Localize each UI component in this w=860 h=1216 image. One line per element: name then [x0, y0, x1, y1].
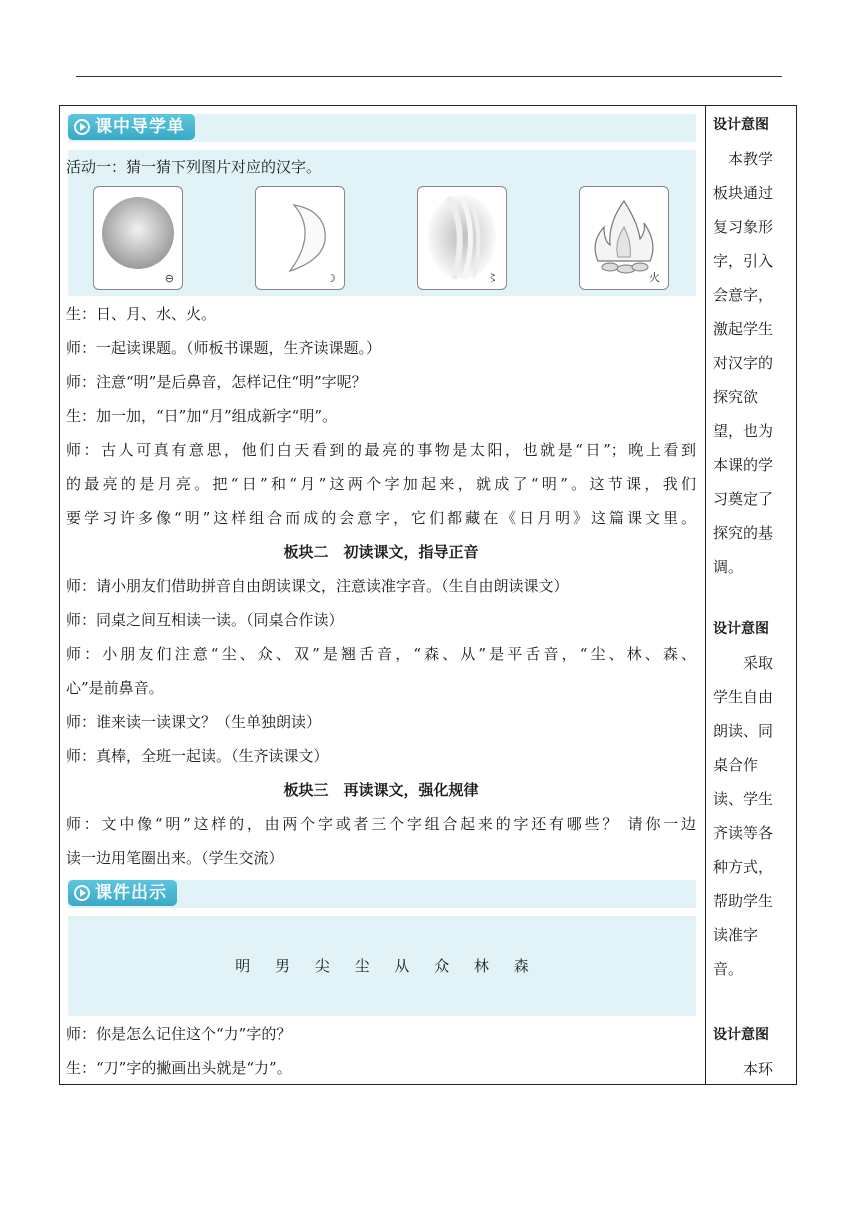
design-intent-line: 桌合作 — [713, 756, 759, 774]
paragraph-line: 读一边用笔圈出来。（学生交流） — [66, 849, 284, 867]
text-line: 师：一起读课题。（师板书课题，生齐读课题。） — [66, 339, 382, 357]
design-intent-line: 本教学 — [713, 150, 774, 168]
section-header-bar — [68, 880, 696, 908]
text-line: 生：“刀”字的撇画出头就是“力”。 — [66, 1059, 292, 1077]
design-intent-line: 本环 — [713, 1060, 774, 1078]
text-line: 生：加一加，“日”加“月”组成新字“明”。 — [66, 407, 338, 425]
design-intent-line: 调。 — [713, 558, 744, 576]
design-intent-line: 音。 — [713, 960, 744, 978]
design-intent-line: 本课的学 — [713, 456, 774, 474]
section-header-tag — [68, 114, 195, 140]
design-intent-line: 对汉字的 — [713, 354, 774, 372]
paragraph-line: 要学习许多像“明”这样组合而成的会意字，它们都藏在《日月明》这篇课文里。 — [66, 509, 696, 527]
activity-prompt: 活动一：猜一猜下列图片对应的汉字。 — [66, 158, 322, 176]
design-intent-title: 设计意图 — [713, 117, 769, 133]
play-circle-icon — [74, 885, 90, 901]
design-intent-line: 探究欲 — [713, 388, 759, 406]
design-intent-line: 朗读、同 — [713, 722, 774, 740]
header-rule — [76, 76, 782, 77]
text-line: 师：请小朋友们借助拼音自由朗读课文，注意读准字音。（生自由朗读课文） — [66, 577, 569, 595]
paragraph-line: 师：古人可真有意思，他们白天看到的最亮的事物是太阳，也就是“日”；晚上看到 — [66, 441, 696, 459]
water-picture — [417, 186, 507, 290]
design-intent-line: 复习象形 — [713, 218, 774, 236]
fire-picture — [579, 186, 669, 290]
character: 尘 — [354, 957, 370, 975]
character: 男 — [275, 957, 291, 975]
moon-picture — [255, 186, 345, 290]
design-intent-line: 齐读等各 — [713, 824, 774, 842]
section-header-tag — [68, 880, 177, 906]
design-intent-line: 探究的基 — [713, 524, 774, 542]
character: 林 — [473, 957, 489, 975]
section-header-title: 课件出示 — [95, 883, 167, 903]
water-glyph: 〻 — [487, 271, 498, 284]
design-intent-line: 激起学生 — [713, 320, 774, 338]
section-header-title: 课中导学单 — [95, 117, 185, 137]
design-intent-line: 学生自由 — [713, 688, 774, 706]
text-line: 生：日、月、水、火。 — [66, 305, 217, 323]
design-intent-line: 板块通过 — [713, 184, 774, 202]
design-intent-3 — [713, 1018, 785, 1086]
design-intent-line: 采取 — [713, 654, 774, 672]
paragraph-line: 师：文中像“明”这样的，由两个字或者三个字组合起来的字还有哪些？ 请你一边 — [66, 815, 696, 833]
design-intent-line: 字，引入 — [713, 252, 774, 270]
character: 尖 — [314, 957, 330, 975]
design-intent-line: 读、学生 — [713, 790, 774, 808]
design-intent-1 — [713, 108, 785, 584]
section-heading: 板块三 再读课文，强化规律 — [283, 781, 479, 799]
text-line: 师：真棒，全班一起读。（生齐读课文） — [66, 747, 329, 765]
design-intent-title: 设计意图 — [713, 621, 769, 637]
section-heading: 板块二 初读课文，指导正音 — [283, 543, 479, 561]
section-header-bar — [68, 114, 696, 142]
design-intent-line: 习奠定了 — [713, 490, 774, 508]
paragraph-line: 师：小朋友们注意“尘、众、双”是翘舌音，“森、从”是平舌音，“尘、林、森、 — [66, 645, 696, 663]
character-list — [68, 955, 696, 976]
column-divider — [705, 105, 706, 1085]
design-intent-title: 设计意图 — [713, 1027, 769, 1043]
sun-picture — [93, 186, 183, 290]
text-line: 师：同桌之间互相读一读。（同桌合作读） — [66, 611, 344, 629]
paragraph-line: 的最亮的是月亮。把“日”和“月”这两个字加起来，就成了“明”。这节课，我们 — [66, 475, 696, 493]
design-intent-2 — [713, 612, 785, 986]
character: 众 — [434, 957, 450, 975]
design-intent-line: 会意字， — [713, 286, 774, 304]
text-line: 师：谁来读一读课文？（生单独朗读） — [66, 713, 322, 731]
design-intent-line: 读准字 — [713, 926, 759, 944]
paragraph-line: 心”是前鼻音。 — [66, 679, 164, 697]
play-circle-icon — [74, 119, 90, 135]
text-line: 师：你是怎么记住这个“力”字的？ — [66, 1025, 292, 1043]
design-intent-line: 望，也为 — [713, 422, 774, 440]
text-line: 师：注意“明”是后鼻音，怎样记住“明”字呢？ — [66, 373, 367, 391]
sun-glyph: ⊖ — [164, 272, 174, 285]
character: 从 — [394, 957, 410, 975]
character: 明 — [235, 957, 251, 975]
character: 森 — [513, 957, 529, 975]
moon-glyph: ☽ — [326, 272, 336, 285]
design-intent-line: 种方式， — [713, 858, 774, 876]
fire-glyph: 火 — [649, 271, 660, 284]
design-intent-line: 帮助学生 — [713, 892, 774, 910]
